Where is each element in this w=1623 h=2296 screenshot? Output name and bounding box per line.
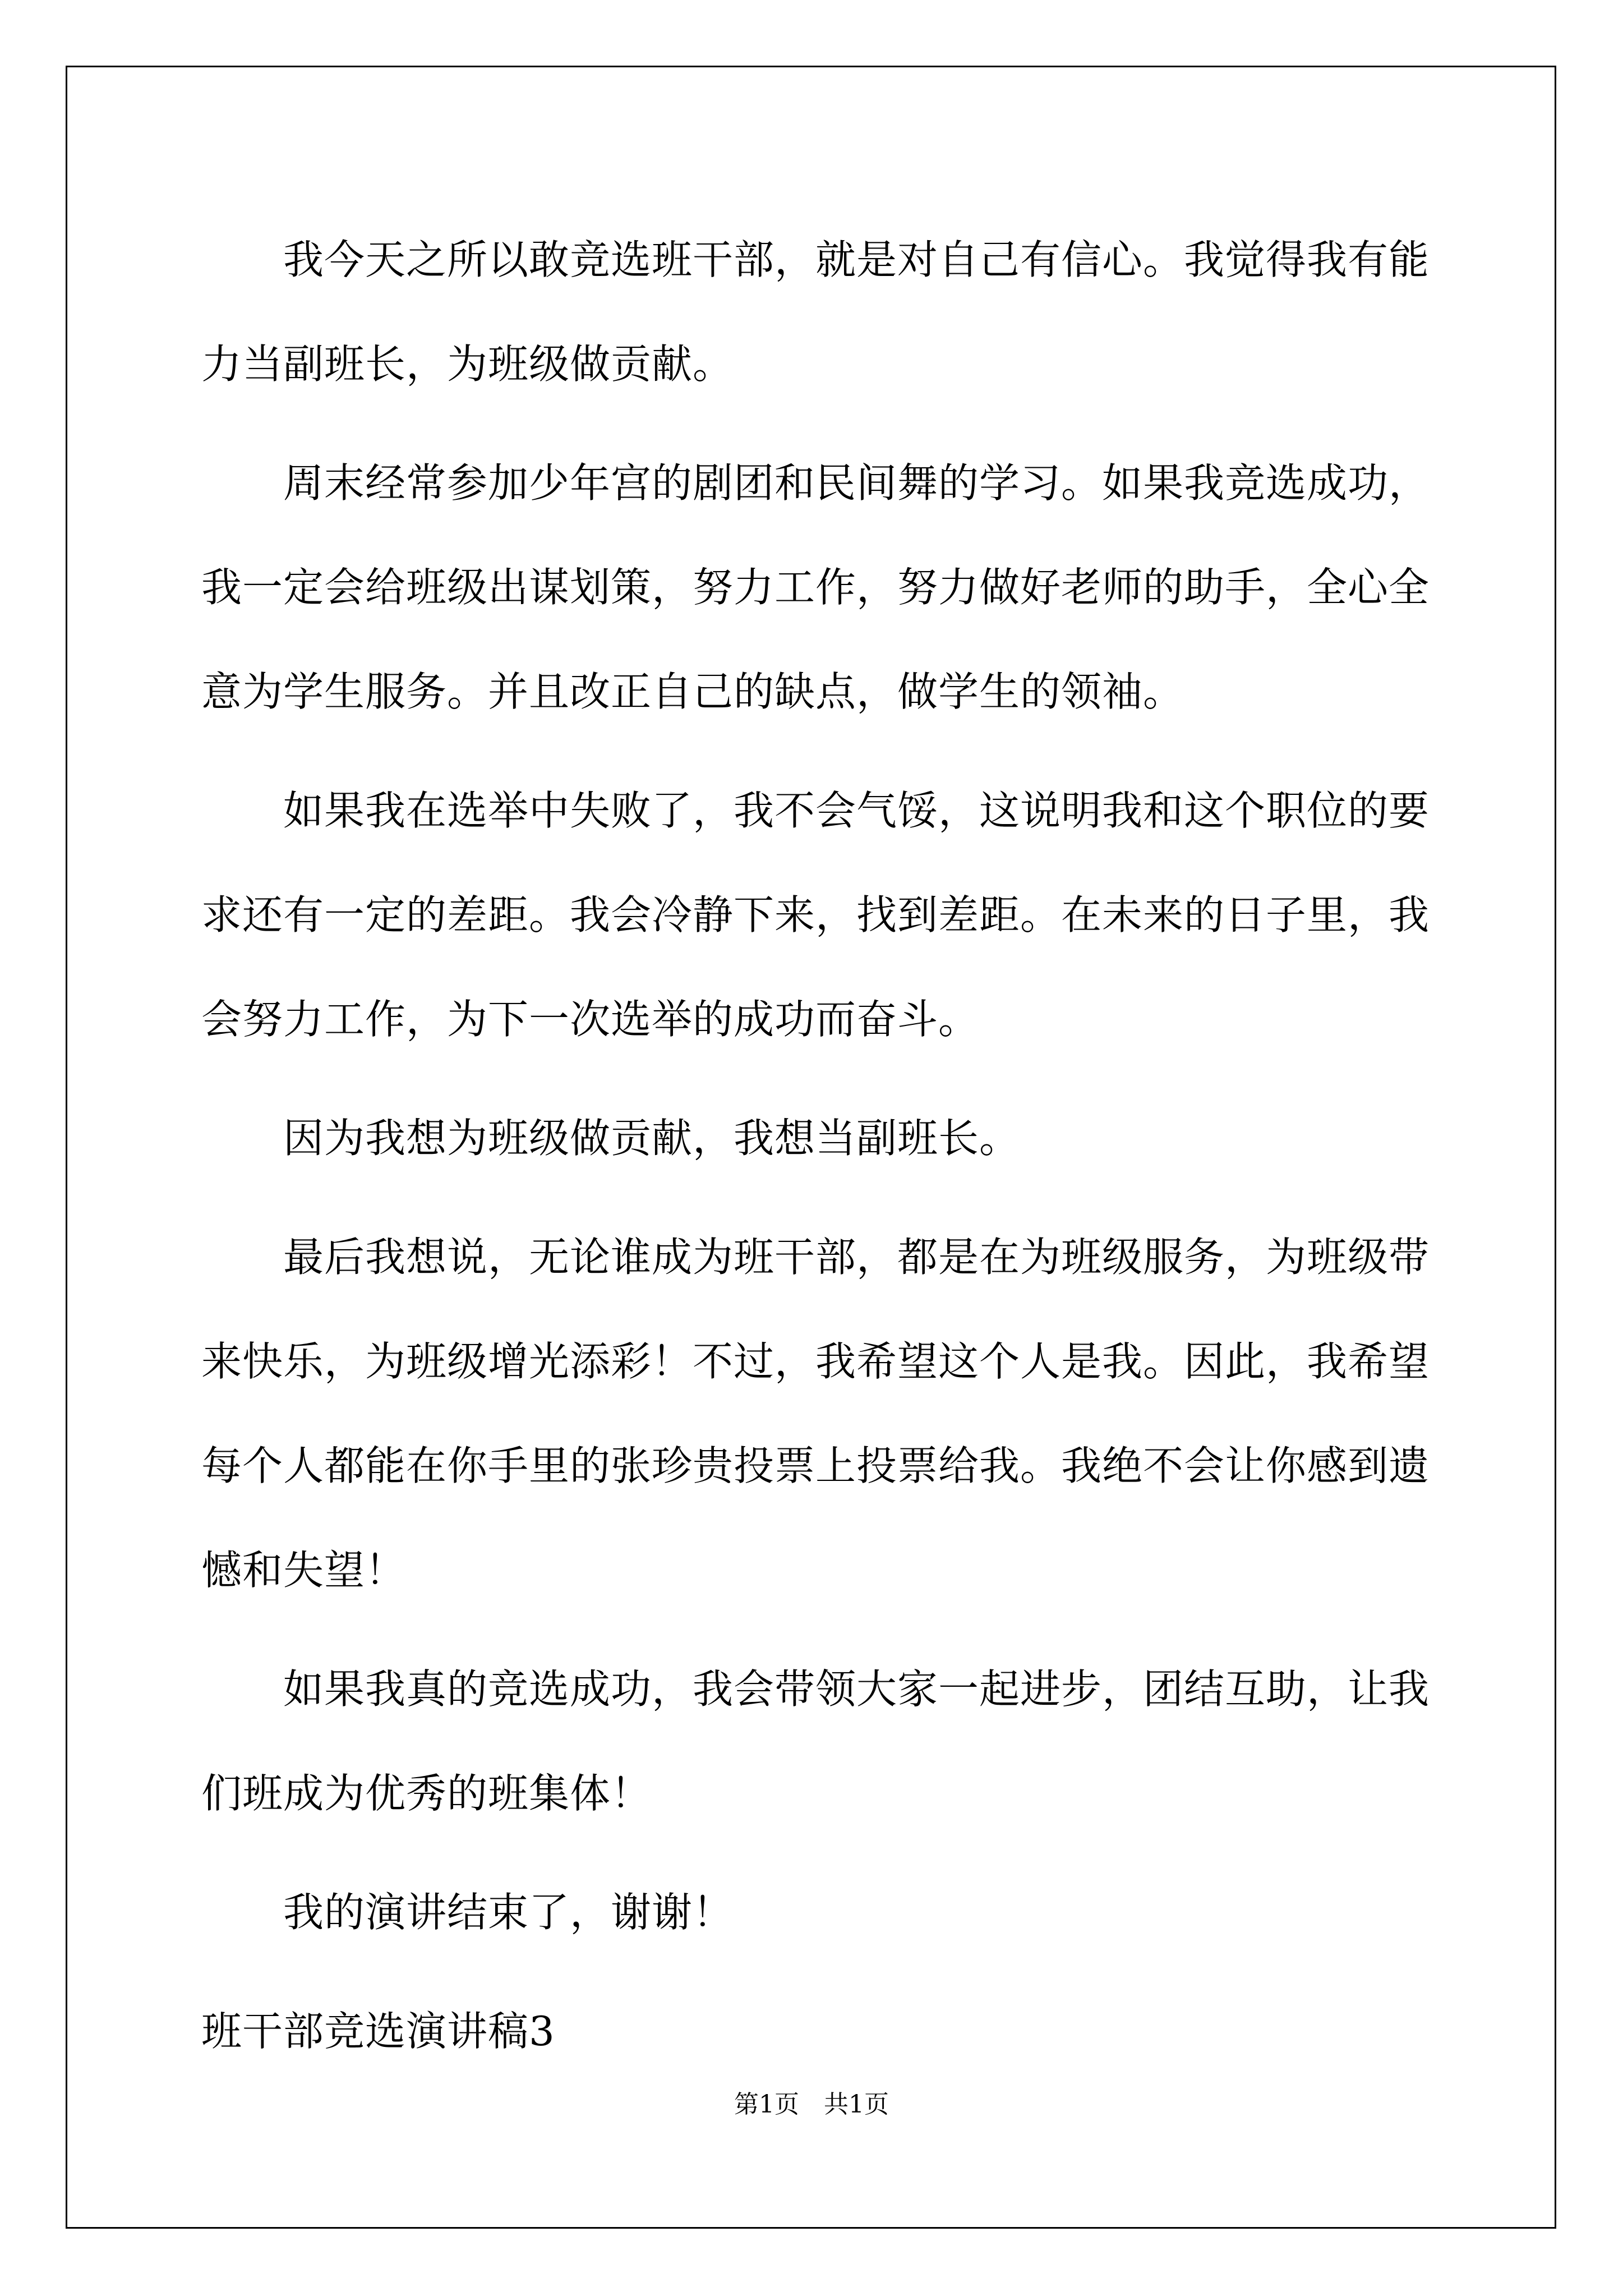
page-total: 共1页 xyxy=(824,2090,889,2119)
page-footer xyxy=(0,2088,1623,2122)
page-number: 第1页 xyxy=(734,2090,799,2119)
paragraph: 我的演讲结束了，谢谢！ xyxy=(283,1889,734,1936)
section-heading: 班干部竞选演讲稿3 xyxy=(201,2008,555,2055)
paragraph: 因为我想为班级做贡献，我想当副班长。 xyxy=(283,1115,1021,1162)
paragraph: 最后我想说，无论谁成为班干部，都是在为班级服务，为班级带来快乐，为班级增光添彩！不过，我希望这个人是我。因此，我希望每个人都能在你手里的张珍贵投票上投票给我。我绝不会让你感到遗憾和失望！ xyxy=(201,1234,1430,1594)
document-body xyxy=(201,208,1430,2083)
paragraph: 我今天之所以敢竞选班干部，就是对自己有信心。我觉得我有能力当副班长，为班级做贡献。 xyxy=(201,236,1430,388)
paragraph: 如果我真的竞选成功，我会带领大家一起进步，团结互助，让我们班成为优秀的班集体！ xyxy=(201,1665,1430,1817)
paragraph: 周末经常参加少年宫的剧团和民间舞的学习。如果我竞选成功，我一定会给班级出谋划策，努力工作，努力做好老师的助手，全心全意为学生服务。并且改正自己的缺点，做学生的领袖。 xyxy=(201,459,1430,715)
paragraph: 如果我在选举中失败了，我不会气馁，这说明我和这个职位的要求还有一定的差距。我会冷静下来，找到差距。在未来的日子里，我会努力工作，为下一次选举的成功而奋斗。 xyxy=(201,787,1430,1043)
